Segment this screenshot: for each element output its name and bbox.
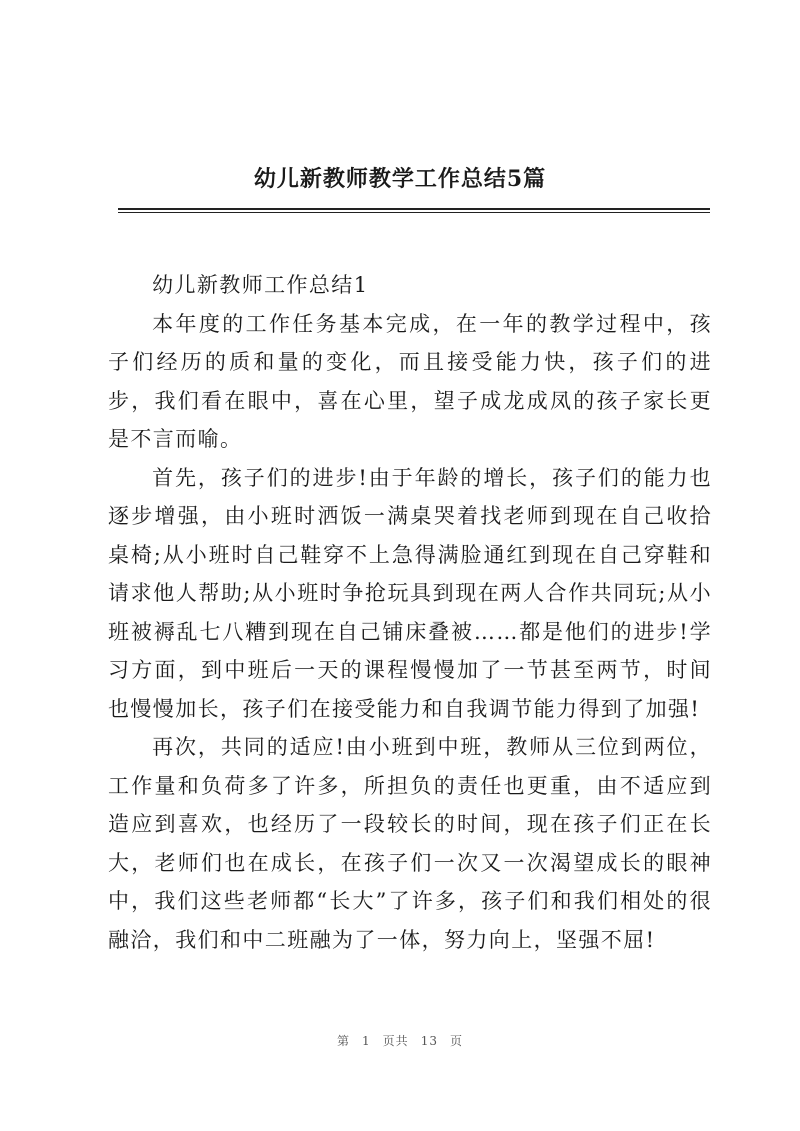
page-label-suffix: 页 — [449, 1034, 463, 1048]
title-divider — [118, 208, 710, 213]
page-label-prefix: 第 — [337, 1034, 351, 1048]
paragraph: 首先，孩子们的进步!由于年龄的增长，孩子们的能力也逐步增强，由小班时洒饭一满桌哭着找老师到现在自己收拾桌椅;从小班时自己鞋穿不上急得满脸通红到现在自己穿鞋和请求他人帮助;从小班时争抢玩具到现在两人合作共同玩;从小班被褥乱七八糟到现在自己铺床叠被……都是他们的进步!学习方面，到中班后一天的课程慢慢加了一节甚至两节，时间也慢慢加长，孩子们在接受能力和自我调节能力得到了加强! — [108, 465, 712, 721]
page-footer — [0, 1032, 800, 1049]
paragraph: 再次，共同的适应!由小班到中班，教师从三位到两位，工作量和负荷多了许多，所担负的责任也更重，由不适应到造应到喜欢，也经历了一段较长的时间，现在孩子们正在长大，老师们也在成长，在孩子们一次又一次渴望成长的眼神中，我们这些老师都“长大”了许多，孩子们和我们相处的很融洽，我们和中二班融为了一体，努力向上，坚强不屈! — [108, 735, 712, 952]
paragraph: 本年度的工作任务基本完成，在一年的教学过程中，孩子们经历的质和量的变化，而且接受能力快，孩子们的进步，我们看在眼中，喜在心里，望子成龙成凤的孩子家长更是不言而喻。 — [108, 311, 712, 451]
document-title: 幼儿新教师教学工作总结5篇 — [253, 166, 547, 192]
current-page-number: 1 — [362, 1034, 371, 1048]
total-pages-number: 13 — [420, 1034, 438, 1048]
document-body — [108, 266, 712, 959]
page-label-middle: 页共 — [382, 1034, 409, 1048]
section-heading: 幼儿新教师工作总结1 — [152, 273, 369, 297]
